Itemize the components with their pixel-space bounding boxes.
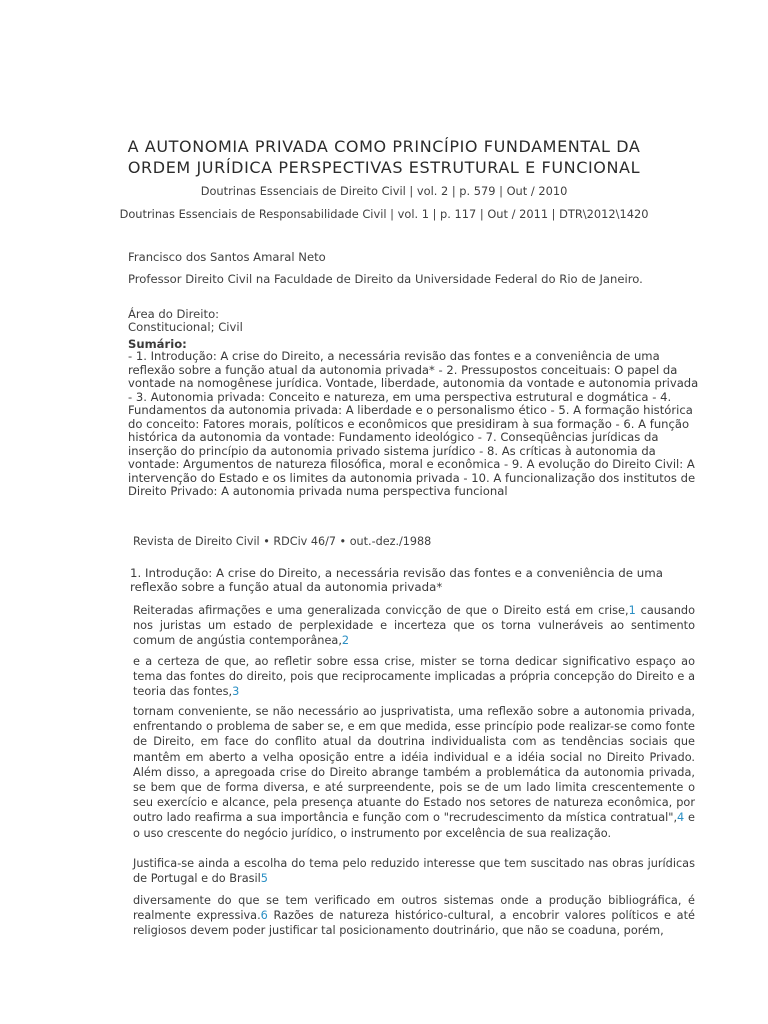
footnote-link[interactable]: 6 xyxy=(260,909,268,923)
author-name: Francisco dos Santos Amaral Neto xyxy=(128,250,326,264)
paragraph-text: e a certeza de que, ao refletir sobre essa crise, mister se torna dedicar significativo espaço ao tema das fontes do direito, pois que reciprocamente implicadas a própria concepção do Direito e a teoria das fontes, xyxy=(133,655,695,699)
paragraph-text: Justifica-se ainda a escolha do tema pelo reduzido interesse que tem suscitado nas obras jurídicas de Portugal e do Brasil xyxy=(133,857,695,886)
journal-citation: Revista de Direito Civil • RDCiv 46/7 • out.-dez./1988 xyxy=(133,535,432,548)
paragraph-text: diversamente do que se tem verificado em outros sistemas onde a produção bibliográfica, é realmente expressiva. xyxy=(133,894,695,923)
summary-heading: Sumário: xyxy=(128,337,187,351)
body-paragraph xyxy=(133,704,695,841)
body-paragraph xyxy=(133,856,695,886)
source-citation-1: Doutrinas Essenciais de Direito Civil | vol. 2 | p. 579 | Out / 2010 xyxy=(200,184,568,198)
paragraph-text: tornam conveniente, se não necessário ao jusprivatista, uma reflexão sobre a autonomia privada, enfrentando o problema de saber se, e em que medida, esse princípio pode realizar-se como fonte de Direito, em face do conflito atual da doutrina individualista com as tendências sociais que mantêm em aberto a velha oposição entre a idéia individual e a idéia social no Direito Privado. Além disso, a apregoada crise do Direito abrange também a problemática da autonomia privada, se bem que de forma diversa, e até surpreendente, pois se de um lado limita crescentemente o seu exercício e alcance, pela presença atuante do Estado nos setores de natureza econômica, por outro lado reafirma a sua importância e função com o "recrudescimento da mística contratual", xyxy=(133,705,695,825)
title-line-2: ORDEM JURÍDICA PERSPECTIVAS ESTRUTURAL E FUNCIONAL xyxy=(127,158,641,177)
footnote-link[interactable]: 4 xyxy=(677,811,685,825)
summary-text: - 1. Introdução: A crise do Direito, a necessária revisão das fontes e a conveniência de uma reflexão sobre a função atual da autonomia privada* - 2. Pressupostos conceituais: O papel da vontade na nomogênese jurídica. Vontade, liberdade, autonomia da vontade e autonomia privada - 3. Autonomia privada: Conceito e natureza, em uma perspectiva estrutural e dogmática - 4. Fundamentos da autonomia privada: A liberdade e o personalismo ético - 5. A formação histórica do conceito: Fatores morais, políticos e econômicos que presidiram à sua formação - 6. A função histórica da autonomia da vontade: Fundamento ideológico - 7. Conseqüências jurídicas da inserção do princípio da autonomia privado sistema jurídico - 8. As críticas à autonomia da vontade: Argumentos de natureza filosófica, moral e econômica - 9. A evolução do Direito Civil: A intervenção do Estado e os limites da autonomia privada - 10. A funcionalização dos institutos de Direito Privado: A autonomia privada numa perspectiva funcional xyxy=(128,349,699,498)
paragraph-text: Razões de natureza histórico-cultural, a encobrir valores políticos e até religiosos devem poder justificar tal posicionamento doutrinário, que não se coaduna, porém, xyxy=(133,909,695,938)
footnote-link[interactable]: 1 xyxy=(628,604,636,617)
document-title xyxy=(60,136,708,178)
body-paragraph xyxy=(133,893,695,939)
area-label: Área do Direito: xyxy=(128,307,220,321)
paragraph-text: e o uso crescente do negócio jurídico, o instrumento por excelência de sua realização. xyxy=(133,811,695,840)
body-paragraph xyxy=(133,603,695,649)
source-citation-2: Doutrinas Essenciais de Responsabilidade Civil | vol. 1 | p. 117 | Out / 2011 | DTR\2012\1420 xyxy=(119,207,649,221)
section-heading: 1. Introdução: A crise do Direito, a necessária revisão das fontes e a conveniência de uma reflexão sobre a função atual da autonomia privada* xyxy=(130,566,663,594)
footnote-link[interactable]: 3 xyxy=(232,685,240,699)
footnote-link[interactable]: 2 xyxy=(341,634,350,648)
footnote-link[interactable]: 5 xyxy=(260,872,268,886)
area-value: Constitucional; Civil xyxy=(128,320,243,334)
paragraph-text: causando nos juristas um estado de perplexidade e incerteza que os torna vulneráveis ao sentimento comum de angústia contemporânea, xyxy=(133,604,696,648)
title-line-1: A AUTONOMIA PRIVADA COMO PRINCÍPIO FUNDAMENTAL DA xyxy=(127,137,641,156)
author-role: Professor Direito Civil na Faculdade de Direito da Universidade Federal do Rio de Janeiro. xyxy=(128,272,643,286)
body-paragraph xyxy=(133,654,695,700)
paragraph-text: Reiteradas afirmações e uma generalizada convicção de que o Direito está em crise, xyxy=(133,604,629,617)
